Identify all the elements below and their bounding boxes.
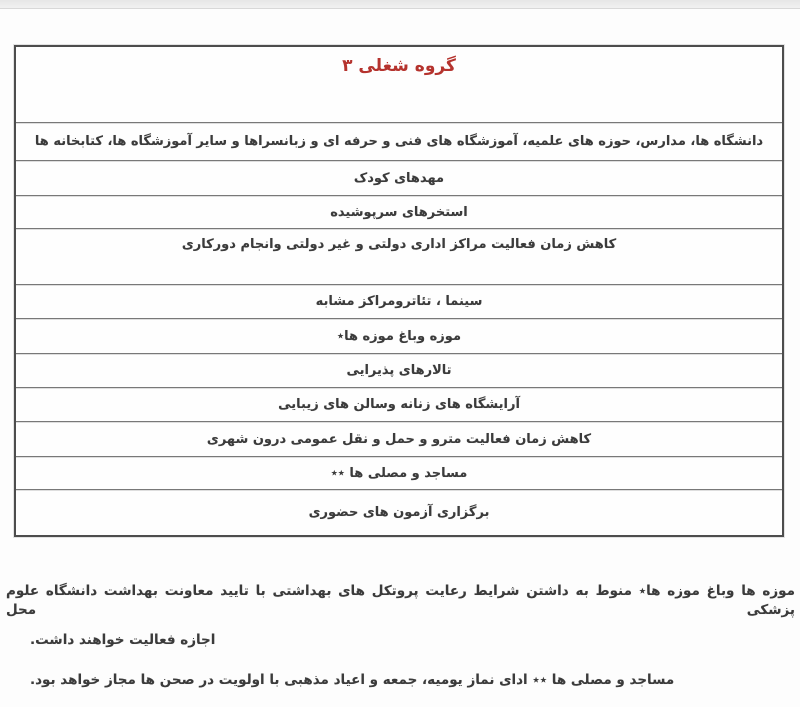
top-toolbar-strip (0, 0, 800, 9)
table-row: موزه وباغ موزه ها٭ (16, 318, 782, 353)
footnote-museum-line1: موزه ها وباغ موزه ها٭ منوط به داشتن شرایط رعایت پروتکل های بهداشتی با تایید معاونت بهداشت دانشگاه علوم پزشکی محل (6, 583, 795, 618)
table-row: برگزاری آزمون های حضوری (16, 489, 782, 535)
table-row: کاهش زمان فعالیت مراکز اداری دولتی و غیر دولتی وانجام دورکاری (16, 228, 782, 284)
table-row: سینما ، تئاترومراکز مشابه (16, 284, 782, 318)
table-row: تالارهای پذیرایی (16, 353, 782, 387)
footnote-mosque: مساجد و مصلی ها ٭٭ ادای نماز یومیه، جمعه و اعیاد مذهبی با اولویت در صحن ها مجاز خواهد بود. (30, 672, 675, 688)
table-rows (16, 122, 782, 535)
footnote-museum-line2: اجازه فعالیت خواهند داشت. (30, 632, 216, 648)
table-row: آرایشگاه های زنانه وسالن های زیبایی (16, 387, 782, 421)
table-row: مساجد و مصلی ها ٭٭ (16, 456, 782, 489)
table-title: گروه شغلی ۳ (342, 56, 456, 76)
job-group-table (14, 45, 784, 537)
table-row: کاهش زمان فعالیت مترو و حمل و نقل عمومی درون شهری (16, 421, 782, 456)
table-row: دانشگاه ها، مدارس، حوزه های علمیه، آموزشگاه های فنی و حرفه ای و زبانسراها و سایر آموزشگاه ها، کتابخانه ها (16, 122, 782, 160)
table-row: مهدهای کودک (16, 160, 782, 195)
table-row: استخرهای سرپوشیده (16, 195, 782, 228)
